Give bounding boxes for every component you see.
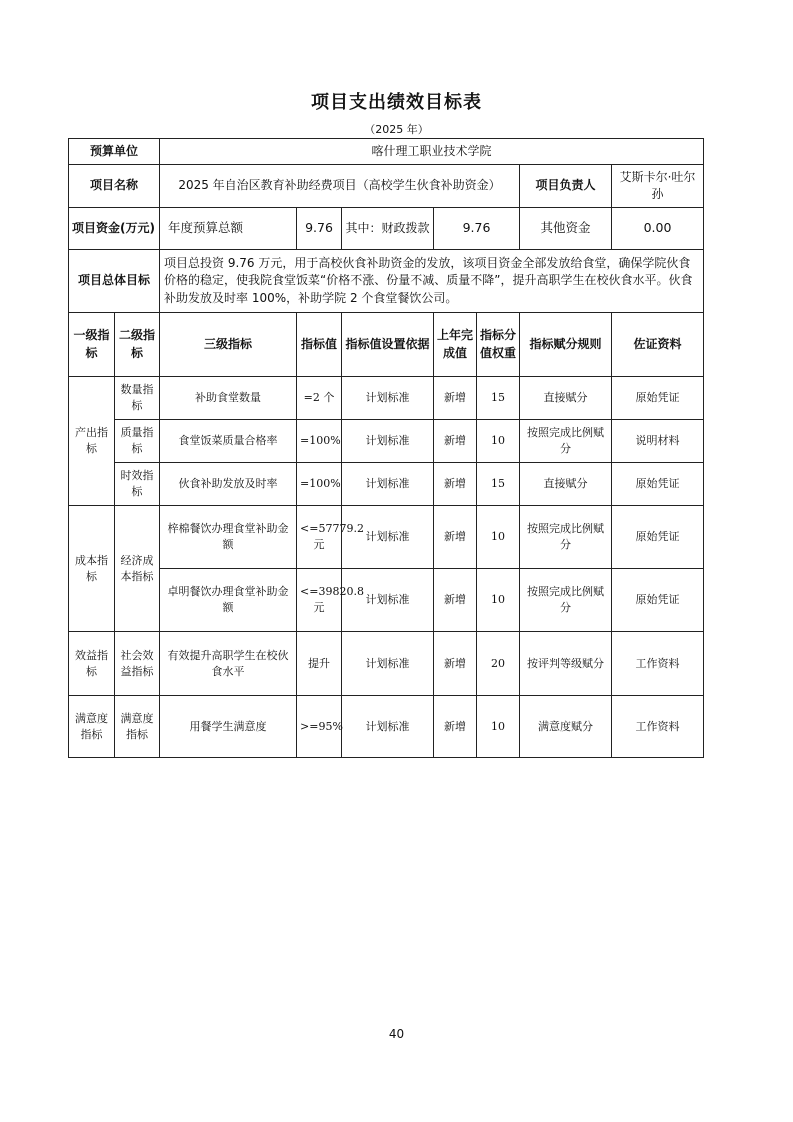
rule-cell: 按照完成比例赋分 xyxy=(520,569,612,632)
page-number: 40 xyxy=(388,1027,405,1041)
basis-cell: 计划标准 xyxy=(342,569,434,632)
leader-label: 项目负责人 xyxy=(520,165,612,208)
basis-cell: 计划标准 xyxy=(342,463,434,506)
rule-cell: 直接赋分 xyxy=(520,463,612,506)
value-cell: 提升 xyxy=(297,632,342,696)
fund-annual-label: 年度预算总额 xyxy=(160,208,297,250)
goal-text: 项目总投资 9.76 万元，用于高校伙食补助资金的发放，该项目资金全部发放给食堂，确保学院伙食价格的稳定，使我院食堂饭菜“价格不涨、份量不减、质量不降”，提升高职学生在校伙食水平。伙食补助发放及时率 100%，补助学院 2 个食堂餐饮公司。 xyxy=(160,250,704,313)
weight-cell: 10 xyxy=(477,420,520,463)
value-cell: >=95% xyxy=(297,696,342,758)
prev-cell: 新增 xyxy=(434,463,477,506)
prev-cell: 新增 xyxy=(434,377,477,420)
rule-cell: 按评判等级赋分 xyxy=(520,632,612,696)
level3-cell: 食堂饭菜质量合格率 xyxy=(160,420,297,463)
evidence-cell: 原始凭证 xyxy=(612,506,704,569)
weight-cell: 10 xyxy=(477,569,520,632)
header-basis: 指标值设置依据 xyxy=(342,313,434,377)
level1-cell: 效益指标 xyxy=(69,632,115,696)
goal-label: 项目总体目标 xyxy=(69,250,160,313)
value-cell: =100% xyxy=(297,420,342,463)
header-rule: 指标赋分规则 xyxy=(520,313,612,377)
level2-cell: 满意度指标 xyxy=(115,696,160,758)
header-prev: 上年完成值 xyxy=(434,313,477,377)
level2-cell: 经济成本指标 xyxy=(115,506,160,632)
unit-value: 喀什理工职业技术学院 xyxy=(160,139,704,165)
level2-cell: 社会效益指标 xyxy=(115,632,160,696)
name-value: 2025 年自治区教育补助经费项目（高校学生伙食补助资金） xyxy=(160,165,520,208)
basis-cell: 计划标准 xyxy=(342,632,434,696)
value-cell: <=57779.2 元 xyxy=(297,506,342,569)
year-label: （2025 年） xyxy=(364,123,429,136)
basis-cell: 计划标准 xyxy=(342,420,434,463)
weight-cell: 10 xyxy=(477,696,520,758)
fund-annual-value: 9.76 xyxy=(297,208,342,250)
weight-cell: 20 xyxy=(477,632,520,696)
basis-cell: 计划标准 xyxy=(342,377,434,420)
weight-cell: 10 xyxy=(477,506,520,569)
table-row xyxy=(69,506,704,569)
prev-cell: 新增 xyxy=(434,696,477,758)
value-cell: <=39820.8 元 xyxy=(297,569,342,632)
leader-value: 艾斯卡尔·吐尔孙 xyxy=(612,165,704,208)
page-title: 项目支出绩效目标表 xyxy=(311,92,482,113)
level2-cell: 数量指标 xyxy=(115,377,160,420)
prev-cell: 新增 xyxy=(434,632,477,696)
basis-cell: 计划标准 xyxy=(342,506,434,569)
header-weight: 指标分值权重 xyxy=(477,313,520,377)
table-row xyxy=(69,420,704,463)
level3-cell: 梓棉餐饮办理食堂补助金额 xyxy=(160,506,297,569)
evidence-cell: 工作资料 xyxy=(612,632,704,696)
header-level3: 三级指标 xyxy=(160,313,297,377)
fund-finance-label: 其中：财政拨款 xyxy=(342,208,434,250)
level1-cell: 产出指标 xyxy=(69,377,115,506)
rule-cell: 按照完成比例赋分 xyxy=(520,506,612,569)
header-level2: 二级指标 xyxy=(115,313,160,377)
level3-cell: 有效提升高职学生在校伙食水平 xyxy=(160,632,297,696)
prev-cell: 新增 xyxy=(434,420,477,463)
fund-other-value: 0.00 xyxy=(612,208,704,250)
header-value: 指标值 xyxy=(297,313,342,377)
table-row xyxy=(69,569,704,632)
level3-cell: 用餐学生满意度 xyxy=(160,696,297,758)
header-level1: 一级指标 xyxy=(69,313,115,377)
fund-label: 项目资金(万元) xyxy=(69,208,160,250)
name-label: 项目名称 xyxy=(69,165,160,208)
rule-cell: 满意度赋分 xyxy=(520,696,612,758)
fund-finance-value: 9.76 xyxy=(434,208,520,250)
level3-cell: 补助食堂数量 xyxy=(160,377,297,420)
table-row xyxy=(69,377,704,420)
fund-other-label: 其他资金 xyxy=(520,208,612,250)
header-evidence: 佐证资料 xyxy=(612,313,704,377)
level1-cell: 成本指标 xyxy=(69,506,115,632)
table-row xyxy=(69,632,704,696)
performance-table xyxy=(68,138,704,758)
value-cell: =100% xyxy=(297,463,342,506)
table-row xyxy=(69,696,704,758)
table-row xyxy=(69,463,704,506)
prev-cell: 新增 xyxy=(434,506,477,569)
level2-cell: 质量指标 xyxy=(115,420,160,463)
weight-cell: 15 xyxy=(477,463,520,506)
level1-cell: 满意度指标 xyxy=(69,696,115,758)
unit-label: 预算单位 xyxy=(69,139,160,165)
evidence-cell: 原始凭证 xyxy=(612,377,704,420)
evidence-cell: 原始凭证 xyxy=(612,569,704,632)
level2-cell: 时效指标 xyxy=(115,463,160,506)
evidence-cell: 说明材料 xyxy=(612,420,704,463)
value-cell: =2 个 xyxy=(297,377,342,420)
rule-cell: 按照完成比例赋分 xyxy=(520,420,612,463)
rule-cell: 直接赋分 xyxy=(520,377,612,420)
basis-cell: 计划标准 xyxy=(342,696,434,758)
weight-cell: 15 xyxy=(477,377,520,420)
prev-cell: 新增 xyxy=(434,569,477,632)
level3-cell: 伙食补助发放及时率 xyxy=(160,463,297,506)
evidence-cell: 工作资料 xyxy=(612,696,704,758)
evidence-cell: 原始凭证 xyxy=(612,463,704,506)
level3-cell: 卓明餐饮办理食堂补助金额 xyxy=(160,569,297,632)
